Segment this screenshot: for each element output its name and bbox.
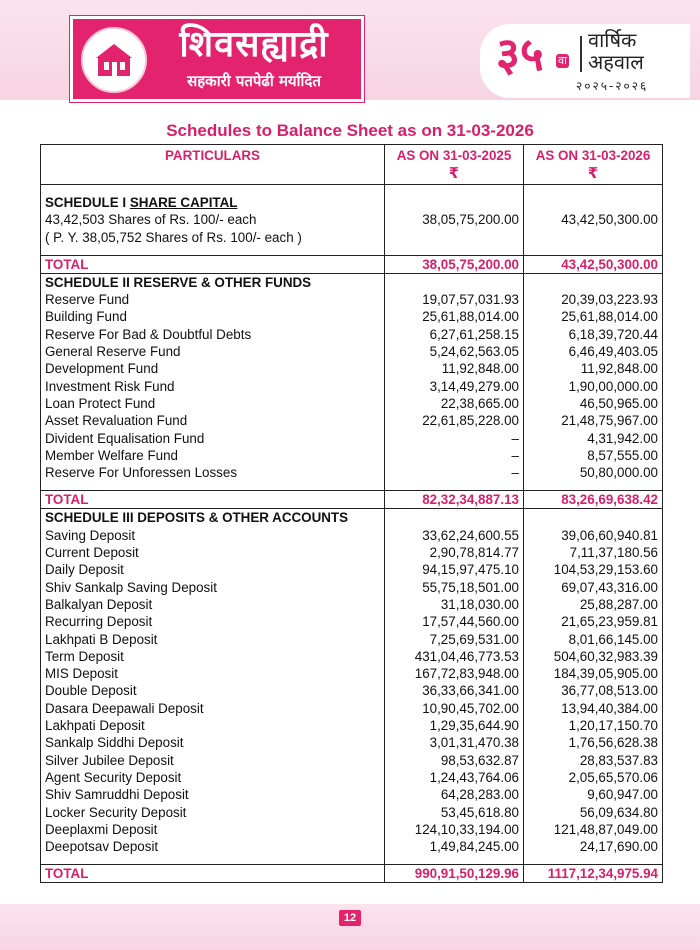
table-row bbox=[41, 561, 663, 578]
prev-year-value: 19,07,57,031.93 bbox=[385, 291, 524, 308]
table-row bbox=[41, 447, 663, 464]
table-row bbox=[41, 769, 663, 786]
schedule3-heading-row bbox=[41, 509, 663, 527]
row-label: Lakhpati Deposit bbox=[41, 717, 385, 734]
rupee-icon: ₹ bbox=[448, 165, 460, 182]
curr-year-value: 121,48,87,049.00 bbox=[524, 821, 663, 838]
table-row bbox=[41, 700, 663, 717]
row-label: Deepotsav Deposit bbox=[41, 838, 385, 855]
report-number: ३५ bbox=[496, 27, 544, 81]
curr-year-value: 69,07,43,316.00 bbox=[524, 579, 663, 596]
table-row bbox=[41, 596, 663, 613]
curr-year-value: 2,05,65,570.06 bbox=[524, 769, 663, 786]
curr-year-value: 21,48,75,967.00 bbox=[524, 412, 663, 429]
row-label: Deeplaxmi Deposit bbox=[41, 821, 385, 838]
row-label: Shiv Sankalp Saving Deposit bbox=[41, 579, 385, 596]
table-row bbox=[41, 804, 663, 821]
curr-year-value: 46,50,965.00 bbox=[524, 395, 663, 412]
table-row: ( P. Y. 38,05,752 Shares of Rs. 100/- each ) bbox=[41, 229, 663, 246]
curr-year-value: 9,60,947.00 bbox=[524, 786, 663, 803]
particulars-header: PARTICULARS bbox=[41, 145, 385, 185]
curr-year-value: 1,76,56,628.38 bbox=[524, 734, 663, 751]
prev-year-value: 1,49,84,245.00 bbox=[385, 838, 524, 855]
curr-year-value: 50,80,000.00 bbox=[524, 464, 663, 481]
society-logo bbox=[70, 16, 364, 102]
prev-year-value: 167,72,83,948.00 bbox=[385, 665, 524, 682]
curr-year-value: 7,11,37,180.56 bbox=[524, 544, 663, 561]
table-row bbox=[41, 412, 663, 429]
prev-year-value: 25,61,88,014.00 bbox=[385, 308, 524, 325]
row-label: Recurring Deposit bbox=[41, 613, 385, 630]
table-row bbox=[41, 527, 663, 544]
prev-year-value: 64,28,283.00 bbox=[385, 786, 524, 803]
prev-year-value: 10,90,45,702.00 bbox=[385, 700, 524, 717]
table-row bbox=[41, 464, 663, 481]
row-label: Saving Deposit bbox=[41, 527, 385, 544]
curr-year-value: 25,61,88,014.00 bbox=[524, 308, 663, 325]
prev-year-value: 98,53,632.87 bbox=[385, 752, 524, 769]
table-row bbox=[41, 648, 663, 665]
table-row bbox=[41, 821, 663, 838]
row-label: Building Fund bbox=[41, 308, 385, 325]
annual-report-badge bbox=[480, 24, 690, 98]
curr-year-value: 4,31,942.00 bbox=[524, 430, 663, 447]
curr-year-value: 56,09,634.80 bbox=[524, 804, 663, 821]
row-label: Term Deposit bbox=[41, 648, 385, 665]
curr-year-value: 39,06,60,940.81 bbox=[524, 527, 663, 544]
row-label: Shiv Samruddhi Deposit bbox=[41, 786, 385, 803]
table-row: 43,42,503 Shares of Rs. 100/- each 38,05,75,200.00 43,42,50,300.00 bbox=[41, 211, 663, 228]
report-line2: अहवाल bbox=[588, 50, 644, 74]
curr-year-value: 1,20,17,150.70 bbox=[524, 717, 663, 734]
report-line1: वार्षिक bbox=[588, 28, 637, 52]
table-row bbox=[41, 682, 663, 699]
table-row bbox=[41, 717, 663, 734]
prev-year-value: 124,10,33,194.00 bbox=[385, 821, 524, 838]
table-row bbox=[41, 579, 663, 596]
report-suffix: वा bbox=[558, 54, 567, 67]
table-row bbox=[41, 326, 663, 343]
page-number: 12 bbox=[339, 910, 361, 926]
curr-year-value: 6,18,39,720.44 bbox=[524, 326, 663, 343]
curr-year-value: 504,60,32,983.39 bbox=[524, 648, 663, 665]
table-row bbox=[41, 308, 663, 325]
rupee-icon: ₹ bbox=[587, 165, 599, 182]
table-row bbox=[41, 430, 663, 447]
curr-year-value: 36,77,08,513.00 bbox=[524, 682, 663, 699]
prev-year-value: – bbox=[385, 447, 524, 464]
table-row bbox=[41, 395, 663, 412]
curr-year-value: 184,39,05,905.00 bbox=[524, 665, 663, 682]
prev-year-value: 5,24,62,563.05 bbox=[385, 343, 524, 360]
table-row bbox=[41, 360, 663, 377]
prev-year-value: 31,18,030.00 bbox=[385, 596, 524, 613]
table-row bbox=[41, 665, 663, 682]
badge-divider bbox=[580, 36, 582, 72]
row-label: General Reserve Fund bbox=[41, 343, 385, 360]
prev-year-value: 11,92,848.00 bbox=[385, 360, 524, 377]
prev-year-value: 22,38,665.00 bbox=[385, 395, 524, 412]
schedule2-total-row: TOTAL 82,32,34,887.13 83,26,69,638.42 bbox=[41, 491, 663, 509]
prev-year-value: 6,27,61,258.15 bbox=[385, 326, 524, 343]
schedule3-total-row: TOTAL 990,91,50,129.96 1117,12,34,975.94 bbox=[41, 865, 663, 883]
logo-title: शिवसह्याद्री bbox=[179, 24, 329, 65]
prev-year-value: – bbox=[385, 430, 524, 447]
report-year: २०२५-२०२६ bbox=[576, 79, 649, 93]
row-label: Asset Revaluation Fund bbox=[41, 412, 385, 429]
row-label: Lakhpati B Deposit bbox=[41, 631, 385, 648]
logo-subtitle: सहकारी पतपेढी मर्यादित bbox=[187, 72, 321, 90]
curr-year-value: 1,90,00,000.00 bbox=[524, 378, 663, 395]
table-row bbox=[41, 613, 663, 630]
row-label: Reserve For Unforessen Losses bbox=[41, 464, 385, 481]
row-label: Member Welfare Fund bbox=[41, 447, 385, 464]
row-label: Reserve For Bad & Doubtful Debts bbox=[41, 326, 385, 343]
curr-year-value: 28,83,537.83 bbox=[524, 752, 663, 769]
curr-year-value: 6,46,49,403.05 bbox=[524, 343, 663, 360]
schedule1-total-row: TOTAL 38,05,75,200.00 43,42,50,300.00 bbox=[41, 255, 663, 273]
row-label: Daily Deposit bbox=[41, 561, 385, 578]
table-row bbox=[41, 838, 663, 855]
table-row bbox=[41, 631, 663, 648]
table-row bbox=[41, 544, 663, 561]
table-header-row bbox=[41, 145, 663, 185]
prev-year-value: 33,62,24,600.55 bbox=[385, 527, 524, 544]
row-label: Sankalp Siddhi Deposit bbox=[41, 734, 385, 751]
page-title: Schedules to Balance Sheet as on 31-03-2026 bbox=[166, 121, 534, 140]
row-label: Balkalyan Deposit bbox=[41, 596, 385, 613]
table-row bbox=[41, 752, 663, 769]
row-label: Double Deposit bbox=[41, 682, 385, 699]
schedule2-heading: SCHEDULE II RESERVE & OTHER FUNDS bbox=[41, 273, 385, 291]
prev-year-value: 1,29,35,644.90 bbox=[385, 717, 524, 734]
curr-year-value: 25,88,287.00 bbox=[524, 596, 663, 613]
prev-year-value: 7,25,69,531.00 bbox=[385, 631, 524, 648]
row-label: Dasara Deepawali Deposit bbox=[41, 700, 385, 717]
row-label: Locker Security Deposit bbox=[41, 804, 385, 821]
curr-year-header: AS ON 31-03-2026 ₹ bbox=[524, 145, 663, 185]
prev-year-value: 36,33,66,341.00 bbox=[385, 682, 524, 699]
curr-year-value: 104,53,29,153.60 bbox=[524, 561, 663, 578]
curr-year-value: 21,65,23,959.81 bbox=[524, 613, 663, 630]
prev-year-value: 431,04,46,773.53 bbox=[385, 648, 524, 665]
row-label: Loan Protect Fund bbox=[41, 395, 385, 412]
prev-year-value: 55,75,18,501.00 bbox=[385, 579, 524, 596]
curr-year-value: 11,92,848.00 bbox=[524, 360, 663, 377]
schedule1-heading: SCHEDULE I SHARE CAPITAL bbox=[41, 194, 385, 211]
table-row bbox=[41, 734, 663, 751]
curr-year-value: 8,01,66,145.00 bbox=[524, 631, 663, 648]
prev-year-value: 94,15,97,475.10 bbox=[385, 561, 524, 578]
table-row bbox=[41, 343, 663, 360]
row-label: Investment Risk Fund bbox=[41, 378, 385, 395]
schedules-table bbox=[40, 144, 663, 883]
table-row bbox=[41, 378, 663, 395]
row-label: Current Deposit bbox=[41, 544, 385, 561]
prev-year-value: 53,45,618.80 bbox=[385, 804, 524, 821]
prev-year-value: 17,57,44,560.00 bbox=[385, 613, 524, 630]
schedule1-heading-row bbox=[41, 194, 663, 211]
curr-year-value: 24,17,690.00 bbox=[524, 838, 663, 855]
curr-year-value: 8,57,555.00 bbox=[524, 447, 663, 464]
row-label: Reserve Fund bbox=[41, 291, 385, 308]
schedule3-heading: SCHEDULE III DEPOSITS & OTHER ACCOUNTS bbox=[41, 509, 385, 527]
emblem-icon bbox=[81, 27, 147, 93]
curr-year-value: 13,94,40,384.00 bbox=[524, 700, 663, 717]
row-label: Development Fund bbox=[41, 360, 385, 377]
row-label: MIS Deposit bbox=[41, 665, 385, 682]
table-row bbox=[41, 291, 663, 308]
row-label: Divident Equalisation Fund bbox=[41, 430, 385, 447]
prev-year-value: 1,24,43,764.06 bbox=[385, 769, 524, 786]
prev-year-value: 3,01,31,470.38 bbox=[385, 734, 524, 751]
curr-year-value: 20,39,03,223.93 bbox=[524, 291, 663, 308]
table-row bbox=[41, 786, 663, 803]
row-label: Agent Security Deposit bbox=[41, 769, 385, 786]
schedule2-heading-row bbox=[41, 273, 663, 291]
prev-year-value: 22,61,85,228.00 bbox=[385, 412, 524, 429]
prev-year-value: 3,14,49,279.00 bbox=[385, 378, 524, 395]
row-label: Silver Jubilee Deposit bbox=[41, 752, 385, 769]
prev-year-header: AS ON 31-03-2025 ₹ bbox=[385, 145, 524, 185]
prev-year-value: – bbox=[385, 464, 524, 481]
prev-year-value: 2,90,78,814.77 bbox=[385, 544, 524, 561]
